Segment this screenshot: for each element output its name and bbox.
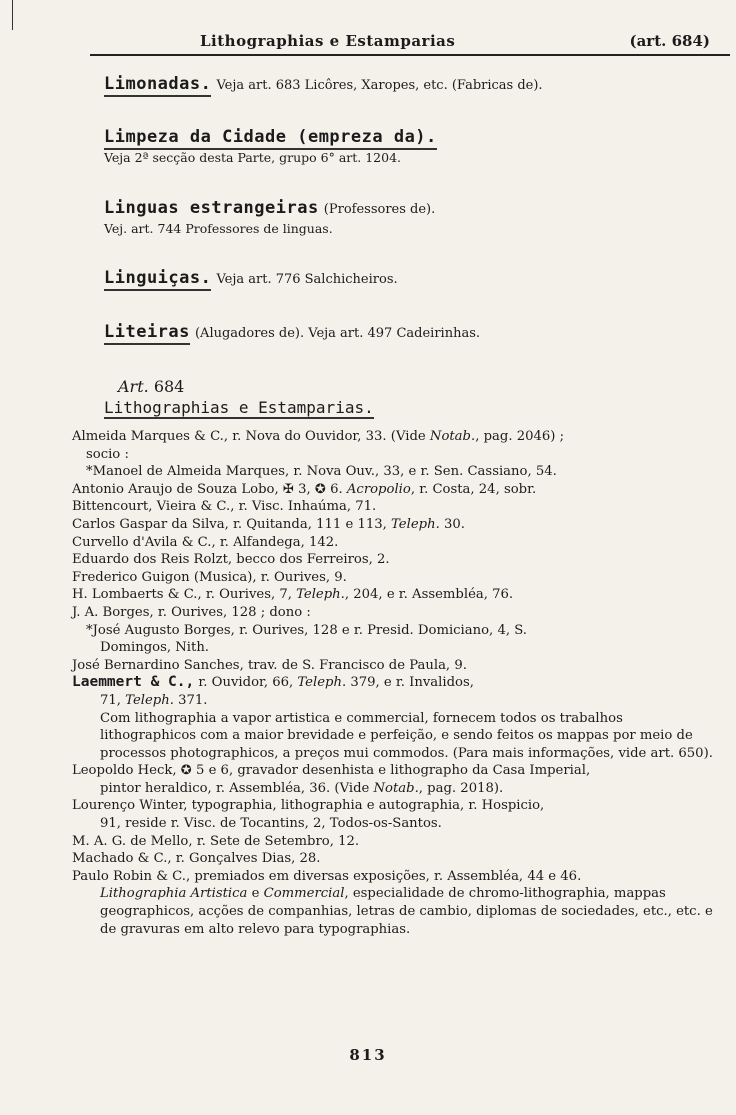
section-note: Veja art. 776 Salchicheiros. <box>216 272 398 287</box>
section-note: (Professores de). <box>323 202 436 217</box>
laemmert-teleph2: Teleph. <box>125 692 174 708</box>
entry-text: Lourenço Winter, typographia, lithographia e autographia, r. Hospicio, <box>72 798 545 814</box>
section-liteiras <box>104 322 704 342</box>
list-item-laemmert-cont <box>72 692 722 710</box>
list-item <box>72 498 722 516</box>
list-item-laemmert <box>72 674 722 692</box>
robin-ital: Lithographia Artistica <box>100 886 248 902</box>
entry-text: Carlos Gaspar da Silva, r. Quitanda, 111 e 113, <box>72 516 392 532</box>
list-item <box>72 551 722 569</box>
entry-text: Machado & C., r. Gonçalves Dias, 28. <box>72 851 321 867</box>
entry-ital: Notab. <box>373 780 419 796</box>
section-linguas <box>104 198 704 236</box>
entry-rest: , pag. 2018). <box>418 780 504 796</box>
entry-text: pintor heraldico, r. Assembléa, 36. (Vide <box>100 780 374 796</box>
entry-text: H. Lombaerts & C., r. Ourives, 7, <box>72 587 297 603</box>
section-note: (Alugadores de). Veja art. 497 Cadeirinhas. <box>194 326 481 341</box>
robin-desc: , especialidade de chromo-lithographia, mappas geographicos, acções de companhias, letras de cambio, diplomas de sociedades, etc., etc. e de gravuras em alto relevo para typographias. <box>100 886 713 937</box>
entry-text: Antonio Araujo de Souza Lobo, ✠ 3, ✪ 6. <box>72 481 347 497</box>
entry-text: M. A. G. de Mello, r. Sete de Setembro, 12. <box>72 833 360 849</box>
list-item <box>72 815 722 833</box>
laemmert-line1: r. Ouvidor, 66, <box>194 675 298 691</box>
laemmert-description: Com lithographia a vapor artistica e commercial, fornecem todos os trabalhos lithographicos com a maior brevidade e perfeição, e sendo feitos os mappas por meio de processos photographicos, a preços mui commodos. (Para mais informações, vide art. 650). <box>100 710 713 761</box>
section-linguicas <box>104 268 704 288</box>
laemmert-line2-rest: 371. <box>173 692 208 708</box>
robin-description <box>72 885 722 938</box>
list-item <box>72 586 722 604</box>
entries-group-1 <box>72 428 722 674</box>
entry-rest: 30. <box>439 516 465 532</box>
section-title: Limpeza da Cidade (empreza da). <box>104 127 437 150</box>
section-sub: Veja 2ª secção desta Parte, grupo 6° art. 1204. <box>104 150 402 165</box>
header-article-ref: (art. 684) <box>629 32 710 50</box>
laemmert-teleph: Teleph. <box>297 675 347 691</box>
section-sub: Vej. art. 744 Professores de linguas. <box>104 221 333 236</box>
entry-ital: Acropolio <box>346 481 411 497</box>
section-title: Linguas estrangeiras <box>104 198 319 218</box>
list-item <box>72 604 722 622</box>
section-note: Veja art. 683 Licôres, Xaropes, etc. (Fabricas de). <box>216 78 543 93</box>
list-item <box>72 534 722 552</box>
header-title: Lithographias e Estamparias <box>200 32 456 50</box>
entry-text: Domingos, Nith. <box>100 640 210 656</box>
entry-text: Leopoldo Heck, ✪ 5 e 6, gravador desenhista e lithographo da Casa Imperial, <box>72 763 591 779</box>
list-item <box>72 446 722 464</box>
entry-text: Curvello d'Avila & C., r. Alfandega, 142. <box>72 534 339 550</box>
list-item <box>72 657 722 675</box>
entry-text: Paulo Robin & C., premiados em diversas exposições, r. Assembléa, 44 e 46. <box>72 868 582 884</box>
list-item <box>72 516 722 534</box>
laemmert-line1-rest: 379, e r. Invalidos, <box>346 675 474 691</box>
entry-ital: Teleph. <box>296 587 345 603</box>
list-item <box>72 780 722 798</box>
entry-text: Frederico Guigon (Musica), r. Ourives, 9. <box>72 569 347 585</box>
entry-text: *José Augusto Borges, r. Ourives, 128 e r. Presid. Domiciano, 4, S. <box>86 622 527 638</box>
laemmert-line2: 71, <box>100 692 126 708</box>
robin-ital2: Commercial <box>263 886 345 902</box>
list-item <box>72 622 722 640</box>
list-item <box>72 569 722 587</box>
entries-group-2 <box>72 762 722 885</box>
robin-mid: e <box>247 886 264 902</box>
entry-ital: Teleph. <box>391 516 440 532</box>
section-title: Liteiras <box>104 322 190 345</box>
page-number: 813 <box>349 1046 387 1064</box>
list-item <box>72 481 722 499</box>
article-number <box>118 377 184 396</box>
entry-text: Bittencourt, Vieira & C., r. Visc. Inhaúma, 71. <box>72 499 377 515</box>
list-item <box>72 428 722 446</box>
article-prefix: Art. <box>118 377 149 396</box>
entry-text: Almeida Marques & C., r. Nova do Ouvidor, 33. (Vide <box>72 429 430 444</box>
entry-rest: , 204, e r. Assembléa, 76. <box>344 587 514 603</box>
list-item <box>72 797 722 815</box>
article-number-value: 684 <box>153 377 185 396</box>
entry-text: José Bernardino Sanches, trav. de S. Francisco de Paula, 9. <box>72 657 467 673</box>
list-item <box>72 639 722 657</box>
entry-rest: , r. Costa, 24, sobr. <box>410 481 537 497</box>
page-edge-rule <box>12 0 13 30</box>
section-limonadas <box>104 74 704 94</box>
entry-text: Eduardo dos Reis Rolzt, becco dos Ferreiros, 2. <box>72 552 390 568</box>
entries-list <box>72 428 722 938</box>
list-item <box>72 463 722 481</box>
section-limpeza <box>104 127 704 165</box>
section-title: Linguiças. <box>104 268 211 291</box>
list-item <box>72 868 722 886</box>
entry-text: 91, reside r. Visc. de Tocantins, 2, Todos-os-Santos. <box>100 816 442 832</box>
laemmert-name: Laemmert & C., <box>72 674 195 691</box>
list-item <box>72 833 722 851</box>
section-title: Limonadas. <box>104 74 211 97</box>
entry-rest: , pag. 2046) ; <box>475 429 565 444</box>
page-header <box>90 24 730 56</box>
list-item <box>72 762 722 780</box>
entry-ital: Notab. <box>429 429 476 444</box>
article-title: Lithographias e Estamparias. <box>104 398 374 417</box>
entry-text: *Manoel de Almeida Marques, r. Nova Ouv., 33, e r. Sen. Cassiano, 54. <box>86 464 557 480</box>
entry-text: socio : <box>86 446 129 462</box>
list-item <box>72 850 722 868</box>
entry-text: J. A. Borges, r. Ourives, 128 ; dono : <box>72 604 311 620</box>
